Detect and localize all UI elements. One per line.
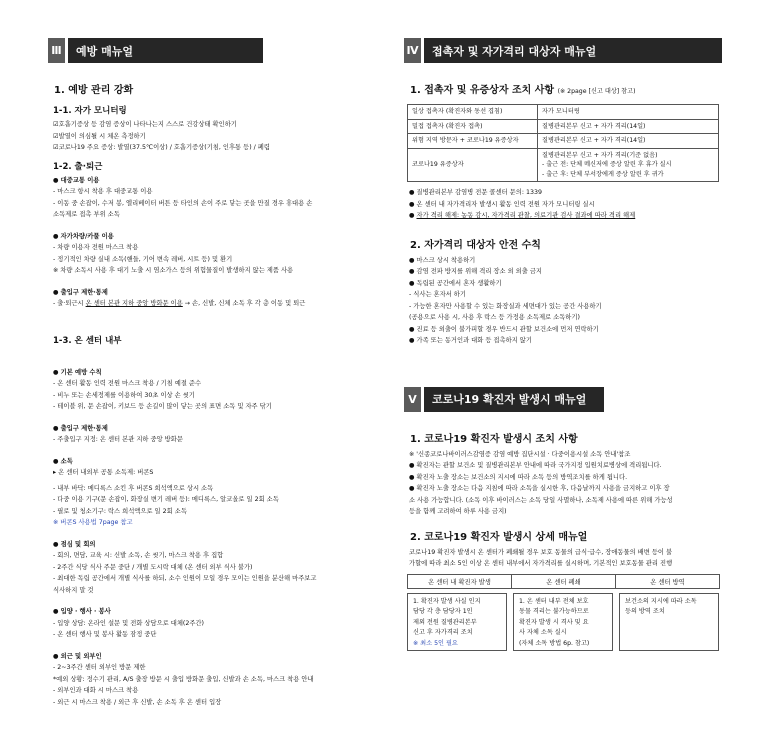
text-line: - 정기적인 차량 실내 소독(핸들, 기어 변속 레버, 시트 등) 및 환기: [53, 255, 233, 263]
box-note: ※ 최소 5인 필요: [413, 639, 458, 647]
contact-table: [407, 104, 719, 182]
table-row: [408, 134, 719, 149]
heading-text: 1. 접촉자 및 유증상자 조치 사항: [410, 85, 555, 96]
text-line: ▸ 온 센터 내외부 공통 소독제: 버콘S: [53, 469, 154, 476]
text-line: 코로나19 확진자 발생시 온 센터가 폐쇄될 경우 보호 동물의 급식·급수, 장애동물의 배변 등이 불: [409, 548, 673, 556]
heading-self-monitoring: 1-1. 자가 모니터링: [53, 106, 127, 116]
text-line: [53, 298, 366, 310]
bullet-title: ● 입양 · 행사 · 봉사: [53, 608, 111, 615]
box-line: (자체 소독 방법 6p. 참고): [519, 639, 590, 647]
flow-step-1: 온 센터 내 확진자 발생: [407, 574, 512, 589]
box-line: 1. 온 센터 내부 전체 보호: [519, 597, 589, 605]
box-line: 제외 전원 질병관리본부: [413, 618, 477, 626]
heading-contact-measures: [410, 81, 722, 96]
left-column: [48, 38, 366, 708]
text-line: 소독제로 접촉 부위 소독: [53, 211, 120, 218]
box-line: 신고 후 자가격리 조치: [413, 629, 473, 636]
box-line: 사 자체 소독 실시: [519, 629, 567, 636]
bullet-title: ● 소독: [53, 457, 73, 465]
text-line: 등을 함께 고려하여 하루 사용 금지): [409, 508, 507, 515]
cell-line: 질병관리본부 신고 + 자가 격리(기준 없음): [542, 151, 658, 159]
text-line: ● 확진자는 관할 보건소 및 질병관리본부 안내에 따라 국가지정 입원치료병상에 격리됩니다.: [409, 462, 662, 469]
bullet-title: ● 출입구 제한·통제: [53, 424, 108, 432]
text-line: ● 독립된 공간에서 혼자 생활하기: [409, 279, 502, 287]
banner-title: 예방 매뉴얼: [68, 38, 263, 63]
text-line: - 외부인과 대화 시 마스크 착용: [53, 687, 139, 694]
text-line: ※ 차량 소독시 사용 후 대기 노출 시 염소가스 등의 위험물질이 발생하지 않는 제품 사용: [53, 267, 294, 274]
heading-detailed-manual: 2. 코로나19 확진자 발생시 상세 매뉴얼: [410, 531, 588, 543]
text-line: - 2주간 식당 식사 주문 중단 / 개별 도시락 대체 (온 센터 외부 식사 불가): [53, 563, 253, 571]
text-line: - 테이블 위, 문 손잡이, 키보드 등 손길이 많이 닿는 곳의 표면 소독 및 자주 닦기: [53, 403, 272, 410]
section-banner-5: [404, 387, 604, 412]
bullet-title: ● 외근 및 외부인: [53, 652, 102, 660]
heading-center-internal: 1-3. 온 센터 내부: [53, 335, 122, 346]
box-line: 확진자 발생 시 격사 및 요: [519, 618, 589, 626]
text-line: ● 확진자 노출 장소는 다음 지침에 따라 소독을 실시한 후, 다음날까지 사용을 금지하고 이후 장: [409, 485, 670, 492]
flow-boxes: [407, 593, 719, 651]
heading-commute: 1-2. 출·퇴근: [53, 161, 103, 172]
underlined-text: 자가 격리 해제: 농동 감시, 자가격리 관찰, 의료기관 검사 결과에 따라 격리 해제: [416, 212, 636, 219]
text-line: - 가능한 혼자만 사용할 수 있는 화장실과 세면대가 있는 공간 사용하기: [409, 302, 602, 310]
text-line: - 온 센터 행사 및 봉사 활동 잠정 중단: [53, 631, 157, 638]
text-line: - 2~3주간 센터 외부인 방문 제한: [53, 664, 146, 671]
bullet-title: ● 자가차량/카풀 이용: [53, 232, 114, 240]
flow-header: [407, 574, 719, 589]
text-line: ☑코로나19 주요 증상: 발열(37.5℃이상) / 호흡기증상(기침, 인후통 등) / 폐렴: [53, 144, 270, 151]
banner-title: 접촉자 및 자가격리 대상자 매뉴얼: [424, 38, 722, 63]
table-row: [408, 119, 719, 134]
text-line: ※ '신종코로나바이러스감염증 감염 예방 집단시설 · 다중이용시설 소독 안내'참조: [409, 450, 631, 458]
cell-line: - 출근 후: 단체 부서장에게 증상 알린 후 귀가: [542, 170, 664, 178]
cell-line: - 출근 전: 단체 메신저에 증상 알린 후 휴가 실시: [542, 161, 672, 168]
heading-confirmed-measures: 1. 코로나19 확진자 발생시 조치 사항: [410, 433, 578, 445]
table-cell: 밀접 접촉자 (확진자 접촉): [408, 119, 538, 134]
text-line: - 이동 중 손잡이, 수저 봉, 엘리베이터 버튼 등 타인의 손이 주로 닿는 곳을 만질 경우 휴대용 손: [53, 199, 313, 207]
section-banner-3: [48, 38, 263, 63]
text-line: - 온 센터 활동 인력 전원 마스크 착용 / 기침 예절 준수: [53, 380, 202, 387]
text-line: - 외근 시 마스크 착용 / 외근 후 신발, 손 소독 후 온 센터 입장: [53, 698, 222, 706]
text-line: ● 질병관리본부 감염병 전문 콜센터 문의: 1339: [409, 189, 542, 196]
table-cell: [538, 148, 719, 182]
table-row: [408, 148, 719, 182]
text-line: ● 마스크 상시 착용하기: [409, 256, 476, 264]
text-line: ● 가족 또는 동거인과 대화 등 접촉하지 않기: [409, 337, 532, 344]
table-cell: 질병관리본부 신고 + 자가 격리(14일): [538, 119, 719, 134]
box-line: 동물 격리는 불가능하므로: [519, 608, 589, 615]
box-line: 담당 각 층 담당자 1인: [413, 608, 473, 615]
text-line: - 비누 또는 손세정제를 이용하여 30초 이상 손 씻기: [53, 391, 195, 399]
text-line: 소 사용 가능합니다. (소독 이후 바이러스는 소독 당일 사멸하나, 소독제 사용에 따른 위해 가능성: [409, 496, 673, 504]
banner-title: 코로나19 확진자 발생시 매뉴얼: [424, 387, 604, 412]
banner-number: Ⅴ: [404, 387, 424, 412]
table-cell: 일상 접촉자 (확진자와 동선 겹침): [408, 105, 538, 120]
text-line: ● 진료 등 외출이 불가피할 경우 반드시 관할 보건소에 먼저 연락하기: [409, 325, 599, 333]
flow-box-1: [407, 593, 507, 651]
table-row: [408, 105, 719, 120]
flow-step-3: 온 센터 방역: [615, 574, 720, 589]
text-line: - 최대한 독립 공간에서 개별 식사를 하되, 소수 인원이 모일 경우 모이는 인원을 분산해 마주보고: [53, 575, 317, 582]
flow-step-2: 온 센터 폐쇄: [511, 574, 616, 589]
banner-number: Ⅳ: [404, 38, 424, 63]
section-banner-4: [404, 38, 722, 63]
text-line: - 차량 이용자 전원 마스크 착용: [53, 244, 139, 251]
text-line: ● 감염 전파 방지를 위해 격리 장소 외 외출 금지: [409, 268, 542, 275]
bullet-title: ● 출입구 제한·통제: [53, 288, 108, 296]
table-cell: 질병관리본부 신고 + 자가 격리(14일): [538, 134, 719, 149]
text-line: 가할에 따라 최소 5인 이상 온 센터 내부에서 자가격리를 실시하며, 기본적인 보호동물 관리 진행: [409, 560, 673, 567]
heading-note: (※ 2page [신고 대상] 참고): [557, 88, 636, 95]
box-line: 등의 방역 조치: [625, 608, 665, 615]
bullet-title: ● 기본 예방 수칙: [53, 368, 102, 376]
text-line: ● 온 센터 내 자가격리자 발생시 활동 인력 전원 자가 모니터링 실시: [409, 200, 595, 208]
box-line: 보건소의 지시에 따라 소독: [625, 597, 697, 605]
text-line: ☑호흡기증상 등 감염 증상이 나타나는지 스스로 건강상태 확인하기: [53, 121, 237, 128]
text-line: - 입양 상담: 온라인 설문 및 전화 상담으로 대체(2주간): [53, 619, 204, 627]
text-line: - 다중 이용 기구(문 손잡이, 화장실 변기 레버 등): 메디록스, 알코올로 일 2회 소독: [53, 496, 279, 503]
text-line: *예외 상황: 정수기 관리, A/S 출장 방문 시 출입 방화문 출입, 신발과 손 소독, 마스크 착용 안내: [53, 675, 314, 683]
text-part: - 출·퇴근시: [53, 300, 86, 307]
text-line: - 마스크 항시 착용 후 대중교통 이용: [53, 188, 153, 195]
flow-box-3: [619, 593, 719, 651]
box-line: 1. 확진자 발생 사실 인지: [413, 597, 481, 605]
text-line: ● 확진자 노출 장소는 보건소의 지시에 따라 소독 등의 방역조치를 하게 됩니다.: [409, 473, 628, 481]
heading-quarantine-rules: 2. 자가격리 대상자 안전 수칙: [410, 239, 541, 251]
underlined-text: 온 센터 본관 지하 중앙 방화문 이용: [85, 300, 183, 307]
text-line: - 식사는 혼자서 하기: [409, 291, 466, 298]
text-part: → 손, 신발, 신체 소독 후 각 층 이동 및 퇴근: [182, 300, 306, 307]
note-link: ※ 버콘S 사용법 7page 참고: [53, 519, 133, 526]
banner-number: Ⅲ: [48, 38, 68, 63]
text-line: - 회의, 면담, 교육 시: 신발 소독, 손 씻기, 마스크 착용 후 집합: [53, 552, 224, 559]
bullet-title: ● 대중교통 이용: [53, 176, 100, 184]
right-column: [404, 38, 722, 651]
text-line: 식사하지 말 것: [53, 586, 94, 594]
text-line: - 주출입구 지정: 온 센터 본관 지하 중앙 방화문: [53, 436, 183, 443]
table-cell: 코로나19 유증상자: [408, 148, 538, 182]
text-line: ● 자가 격리 해제: 농동 감시, 자가격리 관찰, 의료기관 검사 결과에 따라 격리 해제: [409, 212, 636, 219]
text-line: - 필로 및 청소기구: 락스 희석액으로 일 2회 소독: [53, 507, 187, 515]
text-line: (공용으로 사용 시, 사용 후 락스 등 가정용 소독제로 소독하기): [409, 314, 580, 321]
table-cell: 위험 지역 방문자 + 코로나19 유증상자: [408, 134, 538, 149]
text-line: ☑발열이 의심될 시 체온 측정하기: [53, 132, 146, 140]
text-line: - 내부 바닥: 메디록스 소킨 후 버콘S 희석액으로 상시 소독: [53, 484, 214, 492]
heading-prevention: 1. 예방 관리 강화: [54, 85, 134, 96]
bullet-title: ● 점심 및 회의: [53, 540, 96, 548]
table-cell: 자가 모니터링: [538, 105, 719, 120]
flow-box-2: [513, 593, 613, 651]
